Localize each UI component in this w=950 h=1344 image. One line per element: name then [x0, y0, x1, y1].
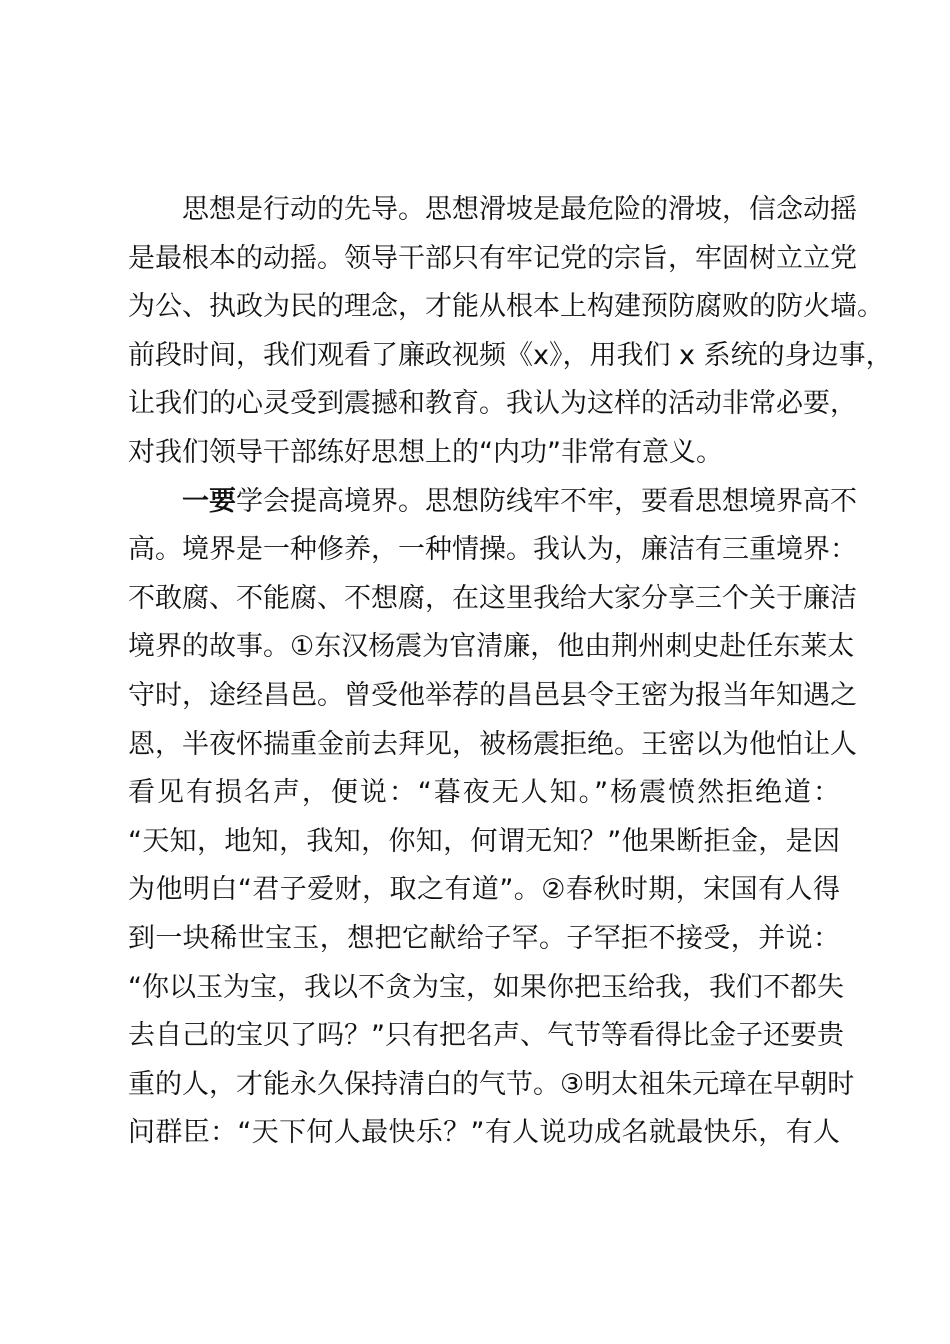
text-line: 不敢腐、不能腐、不想腐，在这里我给大家分享三个关于廉洁	[128, 582, 857, 614]
text-line: 对我们领导干部练好思想上的“内功”非常有意义。	[128, 436, 723, 468]
text-line: 问群臣：“天下何人最快乐？”有人说功成名就最快乐，有人	[128, 1117, 840, 1149]
text-line: 重的人，才能永久保持清白的气节。③明太祖朱元璋在早朝时	[128, 1068, 855, 1100]
paragraph-1	[128, 186, 893, 478]
document-body	[128, 186, 893, 1158]
text-line: 让我们的心灵受到震撼和教育。我认为这样的活动非常必要，	[128, 388, 857, 420]
text-line: 前段时间，我们观看了廉政视频《x》，用我们 x 系统的身边事，	[128, 339, 893, 371]
text-line: 到一块稀世宝玉，想把它献给子罕。子罕拒不接受，并说：	[128, 922, 840, 954]
text-line: 是最根本的动摇。领导干部只有牢记党的宗旨，牢固树立立党	[128, 242, 857, 274]
text-line: “你以玉为宝，我以不贪为宝，如果你把玉给我，我们不都失	[128, 971, 844, 1003]
bold-lead-text: 一要	[182, 485, 236, 517]
text-line: 高。境界是一种修养，一种情操。我认为，廉洁有三重境界：	[128, 534, 857, 566]
paragraph-2	[128, 478, 857, 1158]
text-line: 去自己的宝贝了吗？”只有把名声、气节等看得比金子还要贵	[128, 1020, 844, 1052]
text-line: 思想是行动的先导。思想滑坡是最危险的滑坡，信念动摇	[182, 194, 857, 225]
text-line: 为公、执政为民的理念，才能从根本上构建预防腐败的防火墙。	[128, 291, 884, 323]
text-line: 境界的故事。①东汉杨震为官清廉，他由荆州刺史赴任东莱太	[128, 631, 855, 663]
text-line: 为他明白“君子爱财，取之有道”。②春秋时期，宋国有人得	[128, 874, 840, 906]
text-line-rest: 学会提高境界。思想防线牢不牢，要看思想境界高不	[236, 485, 857, 517]
text-line	[128, 478, 857, 527]
text-line: 恩，半夜怀揣重金前去拜见，被杨震拒绝。王密以为他怕让人	[128, 728, 857, 760]
text-line: 看见有损名声，便说：“暮夜无人知。”杨震愤然拒绝道：	[128, 777, 840, 809]
text-line: 守时，途经昌邑。曾受他举荐的昌邑县令王密为报当年知遇之	[128, 679, 857, 711]
text-line: “天知，地知，我知，你知，何谓无知？”他果断拒金，是因	[128, 825, 840, 857]
